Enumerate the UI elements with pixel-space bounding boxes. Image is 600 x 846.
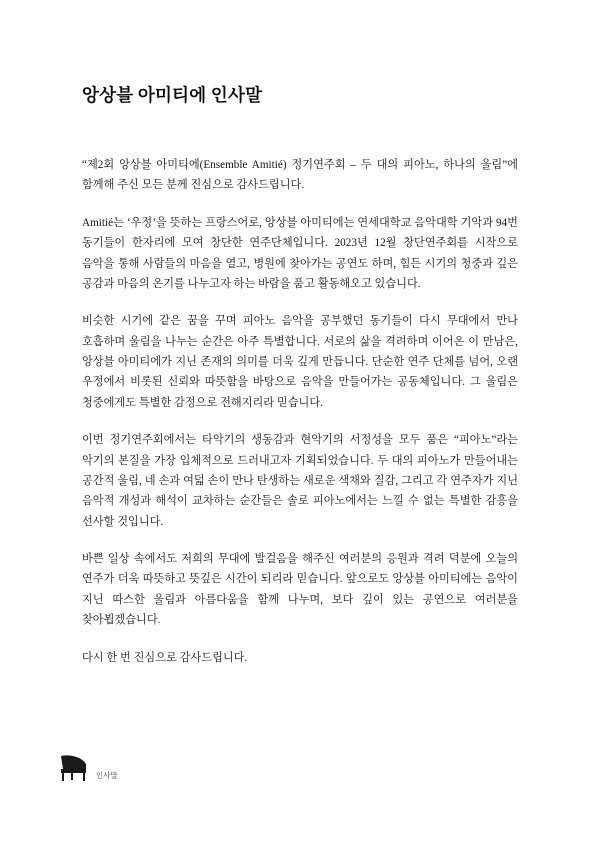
paragraph: 비슷한 시기에 같은 꿈을 꾸며 피아노 음악을 공부했던 동기들이 다시 무대에서 만나 호흡하며 울림을 나누는 순간은 아주 특별합니다. 서로의 삶을 격려하며 이어온 이 만남은, 앙상블 아미티에가 지닌 존재의 의미를 더욱 깊게 만듭니다. 단순한 연주 단체를 넘어, 오랜 우정에서 비롯된 신뢰와 따뜻함을 바탕으로 음악을 만들어가는 공동체입니다. 그 울림은 청중에게도 특별한 감정으로 전해지리라 믿습니다. bbox=[82, 315, 518, 409]
paragraph: “제2회 앙상블 아미티에(Ensemble Amitié) 정기연주회 – 두 대의 피아노, 하나의 울림”에 함께해 주신 모든 분께 진심으로 감사드립니다. bbox=[82, 159, 518, 192]
paragraph: 다시 한 번 진심으로 감사드립니다. bbox=[82, 651, 248, 664]
paragraph: Amitié는 ‘우정’을 뜻하는 프랑스어로, 앙상블 아미티에는 연세대학교 음악대학 기악과 94번 동기들이 한자리에 모여 창단한 연주단체입니다. 2023년 12월 창단연주회를 시작으로 음악을 통해 사람들의 마음을 열고, 병원에 찾아가는 공연도 하며, 힘든 시기의 청중과 깊은 공감과 마음의 온기를 나누고자 하는 바람을 품고 활동해오고 있습니다. bbox=[82, 216, 518, 290]
grand-piano-icon bbox=[56, 753, 90, 783]
page-title: 앙상블 아미티에 인사말 bbox=[82, 84, 263, 105]
footer-label: 인사말 bbox=[96, 771, 118, 780]
page-footer bbox=[56, 753, 118, 783]
paragraph: 이번 정기연주회에서는 타악기의 생동감과 현악기의 서정성을 모두 품은 “피아노”라는 악기의 본질을 가장 입체적으로 드러내고자 기획되었습니다. 두 대의 피아노가 만들어내는 공간적 울림, 네 손과 여덟 손이 만나 탄생하는 새로운 색채와 질감, 그리고 각 연주자가 지닌 음악적 개성과 해석이 교차하는 순간들은 솔로 피아노에서는 느낄 수 없는 특별한 감흥을 선사할 것입니다. bbox=[82, 434, 518, 528]
document-body bbox=[82, 155, 518, 668]
paragraph: 바쁜 일상 속에서도 저희의 무대에 발걸음을 해주신 여러분의 응원과 격려 덕분에 오늘의 연주가 더욱 따뜻하고 뜻깊은 시간이 되리라 믿습니다. 앞으로도 앙상블 아미티에는 음악이 지닌 따스한 울림과 아름다움을 함께 나누며, 보다 깊이 있는 공연으로 여러분을 찾아뵙겠습니다. bbox=[82, 553, 518, 627]
